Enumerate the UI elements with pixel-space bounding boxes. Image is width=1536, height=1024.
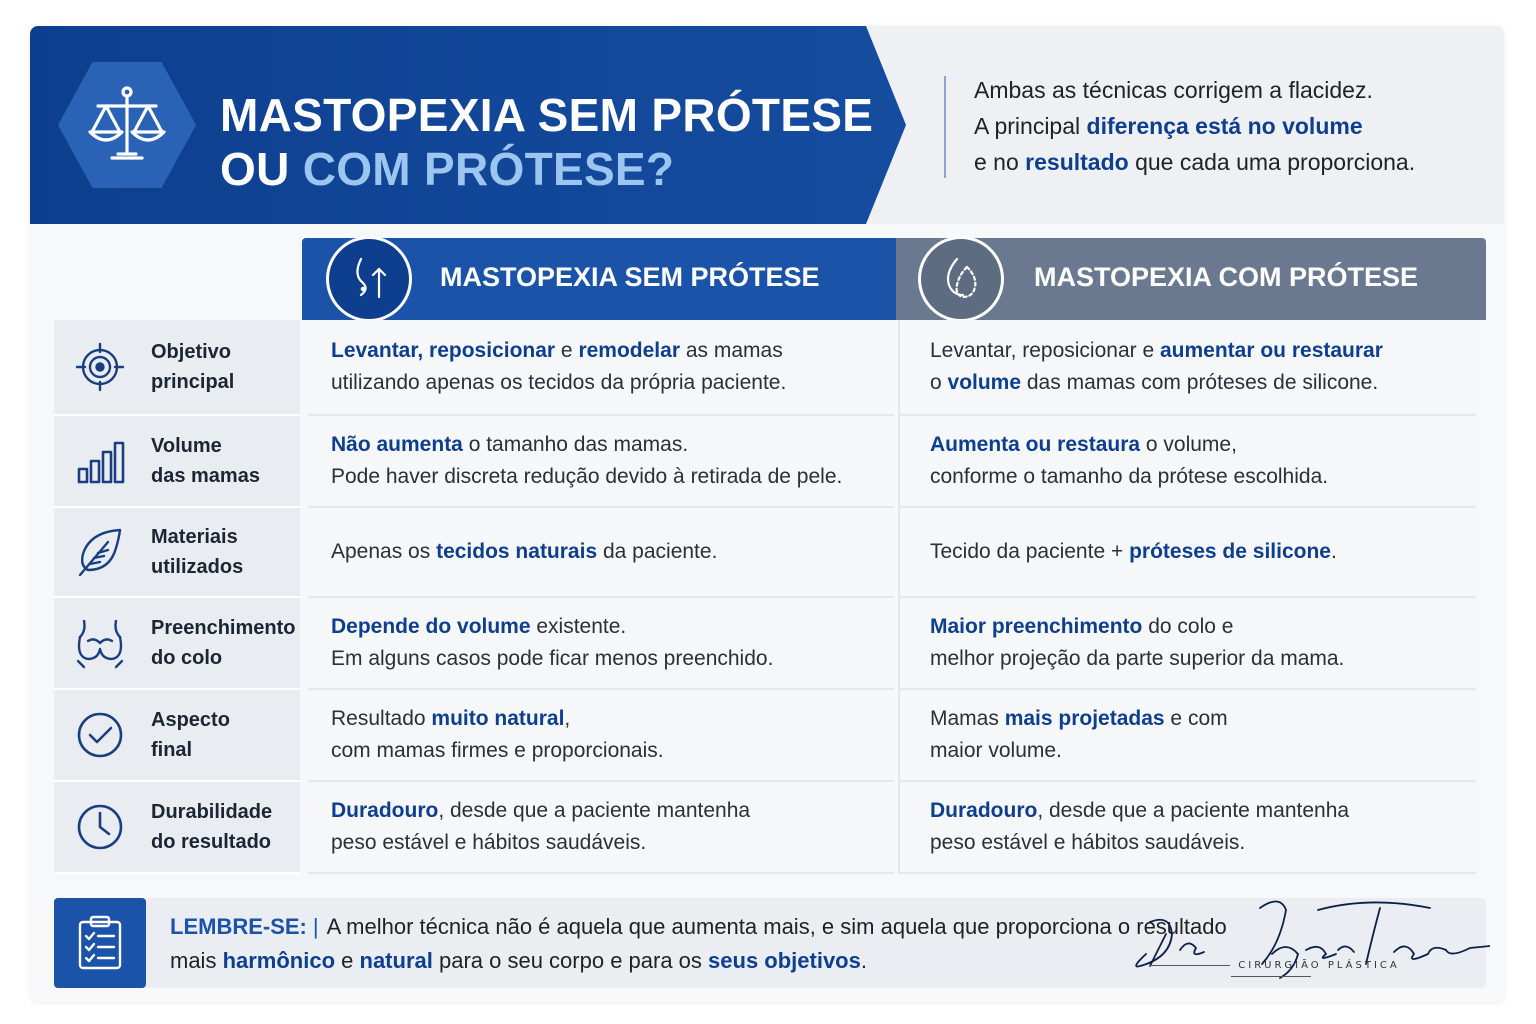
text-segment: mais [170, 948, 223, 973]
text-segment: peso estável e hábitos saudáveis. [331, 831, 647, 854]
text-segment: próteses de silicone [1129, 540, 1331, 563]
row-header [54, 598, 300, 690]
table-row [54, 690, 1486, 782]
reminder-label: LEMBRE-SE: [170, 914, 307, 939]
table-row [54, 782, 1486, 874]
table-row [54, 598, 1486, 690]
text-segment: Pode haver discreta redução devido à retirada de pele. [331, 465, 843, 488]
text-segment: . [1330, 540, 1337, 563]
text-segment: , desde que a paciente mantenha [438, 799, 751, 822]
text-segment: remodelar [578, 339, 680, 362]
cell-com-protese [898, 598, 1476, 690]
row-header [54, 320, 300, 416]
text-segment: Maior preenchimento [930, 615, 1143, 638]
text-segment: diferença está no volume [1086, 113, 1363, 139]
header [30, 26, 1504, 224]
breast-lift-icon [326, 236, 412, 322]
text-segment: das mamas com próteses de silicone. [1021, 371, 1379, 394]
cell-com-protese [898, 782, 1476, 874]
text-segment: seus objetivos [708, 948, 861, 973]
cell-text [331, 335, 786, 399]
text-segment: para o seu corpo e para os [432, 948, 709, 973]
row-header [54, 416, 300, 508]
column-label-com: MASTOPEXIA COM PRÓTESE [1034, 262, 1419, 292]
text-segment: Em alguns casos pode ficar menos preenchido. [331, 647, 774, 670]
text-line [974, 108, 1494, 144]
text-segment: A principal [974, 113, 1087, 139]
text-line [331, 367, 786, 399]
clipboard-checklist-icon [54, 898, 146, 988]
column-label-sem: MASTOPEXIA SEM PRÓTESE [440, 262, 820, 292]
text-segment: , [564, 707, 571, 730]
text-segment: Levantar, reposicionar [331, 339, 556, 362]
text-segment: do colo e [1142, 615, 1234, 638]
cell-text [331, 703, 664, 767]
row-label: Durabilidade do resultado [151, 801, 273, 853]
cell-text [930, 536, 1337, 568]
row-header [54, 508, 300, 598]
text-segment: Depende do volume [331, 615, 531, 638]
text-line [930, 827, 1349, 859]
text-segment: . [860, 948, 867, 973]
cell-text [930, 703, 1228, 767]
text-line [930, 643, 1344, 675]
text-line [930, 429, 1328, 461]
cell-sem-protese [308, 320, 894, 416]
breast-implant-icon [918, 236, 1004, 322]
text-segment: com mamas firmes e proporcionais. [331, 739, 664, 762]
text-segment: muito natural [431, 707, 565, 730]
cell-sem-protese [308, 598, 894, 690]
column-header-com-protese [896, 238, 1486, 320]
text-segment: Duradouro [331, 799, 439, 822]
signature-subtitle: CIRURGIÃO PLÁSTICA [1098, 960, 1444, 982]
cell-com-protese [898, 320, 1476, 416]
row-header [54, 690, 300, 782]
text-line [930, 735, 1228, 767]
text-line [331, 795, 750, 827]
text-line [331, 335, 786, 367]
cell-text [331, 795, 750, 859]
cell-sem-protese [308, 782, 894, 874]
text-segment: peso estável e hábitos saudáveis. [930, 831, 1246, 854]
row-label: Aspecto final [151, 709, 230, 761]
text-segment: e com [1164, 707, 1228, 730]
cell-text [930, 795, 1349, 859]
text-segment: melhor projeção da parte superior da mama. [930, 647, 1345, 670]
cell-com-protese [898, 690, 1476, 782]
cell-com-protese [898, 416, 1476, 508]
text-line [331, 827, 750, 859]
table-row [54, 320, 1486, 416]
text-segment: maior volume. [930, 739, 1062, 762]
text-segment: Duradouro [930, 799, 1038, 822]
text-segment: da paciente. [597, 540, 718, 563]
text-line [930, 461, 1328, 493]
text-line [930, 611, 1344, 643]
cell-text [331, 611, 773, 675]
column-header-sem-protese [302, 238, 896, 320]
text-segment: aumentar ou restaurar [1159, 339, 1383, 362]
text-segment: conforme o tamanho da prótese escolhida. [930, 465, 1329, 488]
table-row [54, 416, 1486, 508]
text-segment: o volume, [1140, 433, 1237, 456]
text-line [331, 461, 842, 493]
text-line [331, 735, 664, 767]
text-segment: A melhor técnica não é aquela que aumenta mais, e sim aquela que proporciona o resultado [326, 914, 1227, 939]
text-segment: que cada uma proporciona. [1128, 149, 1416, 175]
page-title [220, 88, 873, 196]
cell-com-protese [898, 508, 1476, 598]
cell-text [930, 429, 1328, 493]
text-segment: o [930, 371, 948, 394]
reminder-body [170, 914, 1227, 973]
text-segment: e no [974, 149, 1026, 175]
intro-text [974, 72, 1494, 180]
row-label: Volume das mamas [151, 435, 260, 487]
intro-divider [944, 76, 946, 178]
text-line [331, 429, 842, 461]
text-segment: Não aumenta [331, 433, 463, 456]
text-line [974, 72, 1494, 108]
text-line [331, 643, 773, 675]
text-line [331, 703, 664, 735]
text-segment: Apenas os [331, 540, 437, 563]
text-segment: Levantar, reposicionar e [930, 339, 1160, 362]
infographic-card [30, 26, 1504, 1002]
text-line [930, 536, 1337, 568]
text-segment: Ambas as técnicas corrigem a flacidez. [974, 77, 1373, 103]
text-segment: tecidos naturais [436, 540, 598, 563]
cell-sem-protese [308, 416, 894, 508]
text-line [930, 335, 1383, 367]
cell-text [331, 536, 717, 568]
row-header [54, 782, 300, 874]
cell-text [930, 335, 1383, 399]
text-segment: harmônico [222, 948, 336, 973]
text-segment: mais projetadas [1004, 707, 1165, 730]
text-line [331, 536, 717, 568]
reminder-separator: | [312, 914, 319, 939]
bust-icon [74, 617, 126, 669]
row-label: Objetivo principal [151, 341, 235, 393]
cell-text [930, 611, 1344, 675]
leaf-icon [74, 526, 126, 578]
row-label: Preenchimento do colo [151, 617, 296, 669]
title-line-2-accent: COM PRÓTESE? [302, 143, 675, 195]
text-segment: Aumenta ou restaura [930, 433, 1141, 456]
text-segment: utilizando apenas os tecidos da própria paciente. [331, 371, 787, 394]
text-line [974, 144, 1494, 180]
text-segment: e [335, 948, 360, 973]
text-segment: as mamas [680, 339, 783, 362]
text-segment: , desde que a paciente mantenha [1037, 799, 1350, 822]
text-segment: Resultado [331, 707, 432, 730]
text-segment: Tecido da paciente + [930, 540, 1130, 563]
title-line-1: MASTOPEXIA SEM PRÓTESE [220, 89, 874, 141]
cell-text [331, 429, 842, 493]
title-line-2 [220, 142, 873, 196]
check-circle-icon [74, 709, 126, 761]
target-icon [74, 341, 126, 393]
text-line [930, 367, 1383, 399]
bar-chart-icon [74, 435, 126, 487]
text-line [930, 703, 1228, 735]
text-line [331, 611, 773, 643]
cell-sem-protese [308, 690, 894, 782]
text-segment: existente. [530, 615, 627, 638]
text-segment: resultado [1025, 149, 1129, 175]
text-line [930, 795, 1349, 827]
text-segment: natural [359, 948, 433, 973]
cell-sem-protese [308, 508, 894, 598]
text-segment: e [555, 339, 579, 362]
row-label: Materiais utilizados [151, 526, 244, 578]
text-segment: Mamas [930, 707, 1005, 730]
text-segment: volume [947, 371, 1022, 394]
text-segment: o tamanho das mamas. [462, 433, 689, 456]
table-row [54, 508, 1486, 598]
title-line-2-prefix: OU [220, 143, 303, 195]
clock-icon [74, 801, 126, 853]
